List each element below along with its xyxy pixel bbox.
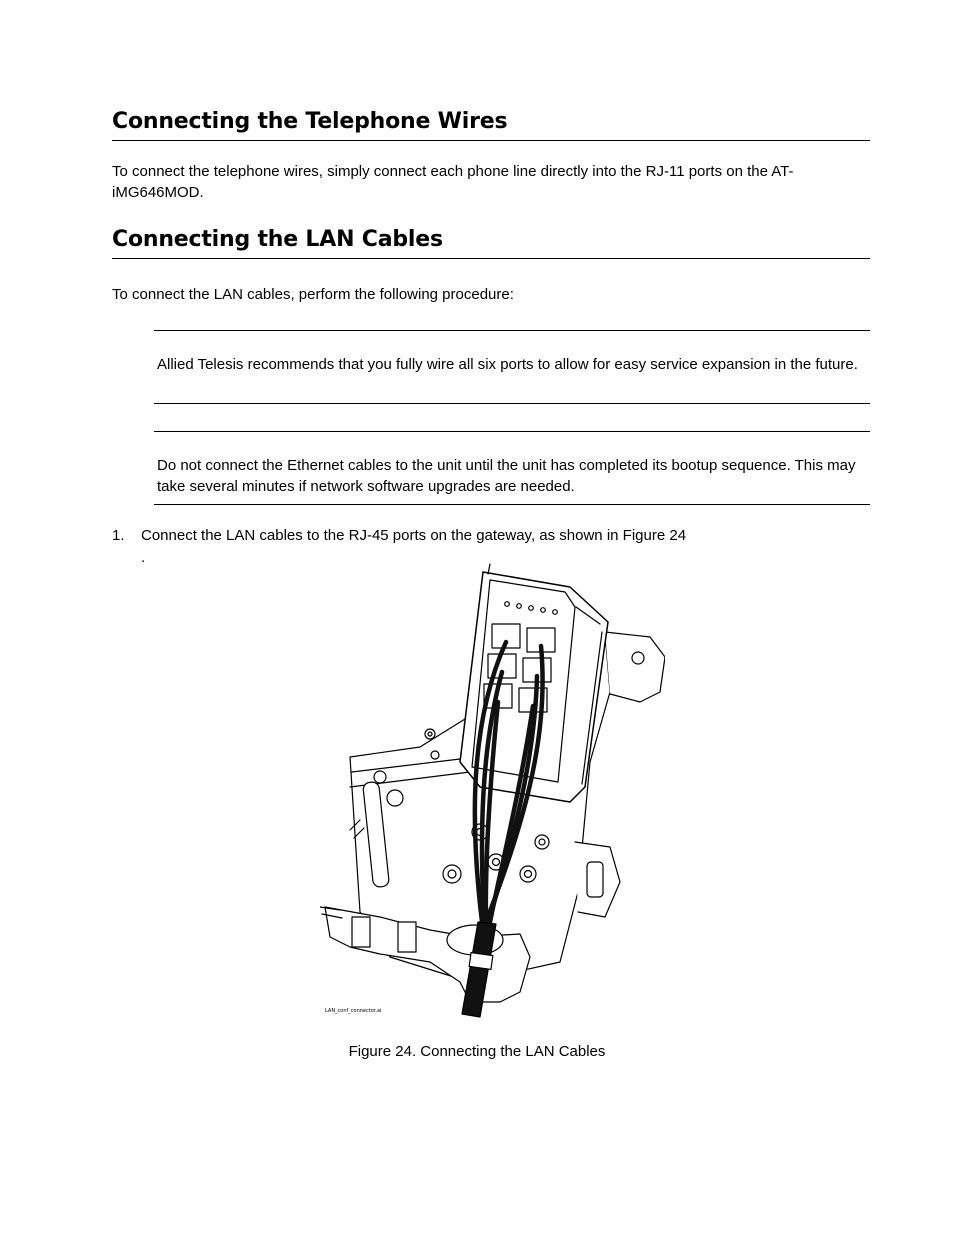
figure-file-label: LAN_conf_connector.ai [325,1008,382,1014]
figure-lan-cables-illustration [320,562,665,1022]
telephone-wires-paragraph: To connect the telephone wires, simply connect each phone line directly into the RJ-11 ports on the AT-iMG646MOD. [112,163,794,201]
caution-ethernet: Do not connect the Ethernet cables to the unit until the unit has completed its bootup sequence. This may take several minutes if network software upgrades are needed. [157,457,856,495]
note-rule-top [154,330,870,331]
caution-rule-top [154,431,870,432]
caution-rule-bottom [154,504,870,505]
heading-telephone-wires: Connecting the Telephone Wires [112,109,508,134]
figure-caption: Figure 24. Connecting the LAN Cables [348,1043,606,1060]
note-rule-bottom [154,403,870,404]
lan-intro-paragraph: To connect the LAN cables, perform the following procedure: [112,286,514,303]
note-recommendation: Allied Telesis recommends that you fully wire all six ports to allow for easy service expansion in the future. [157,356,858,373]
heading-lan-cables: Connecting the LAN Cables [112,227,443,252]
step-text: Connect the LAN cables to the RJ-45 ports on the gateway, as shown in Figure 24 [141,527,687,544]
heading-rule [112,258,870,259]
step-trailing-period: . [141,549,146,566]
heading-rule [112,140,870,141]
step-number: 1. [112,527,125,544]
